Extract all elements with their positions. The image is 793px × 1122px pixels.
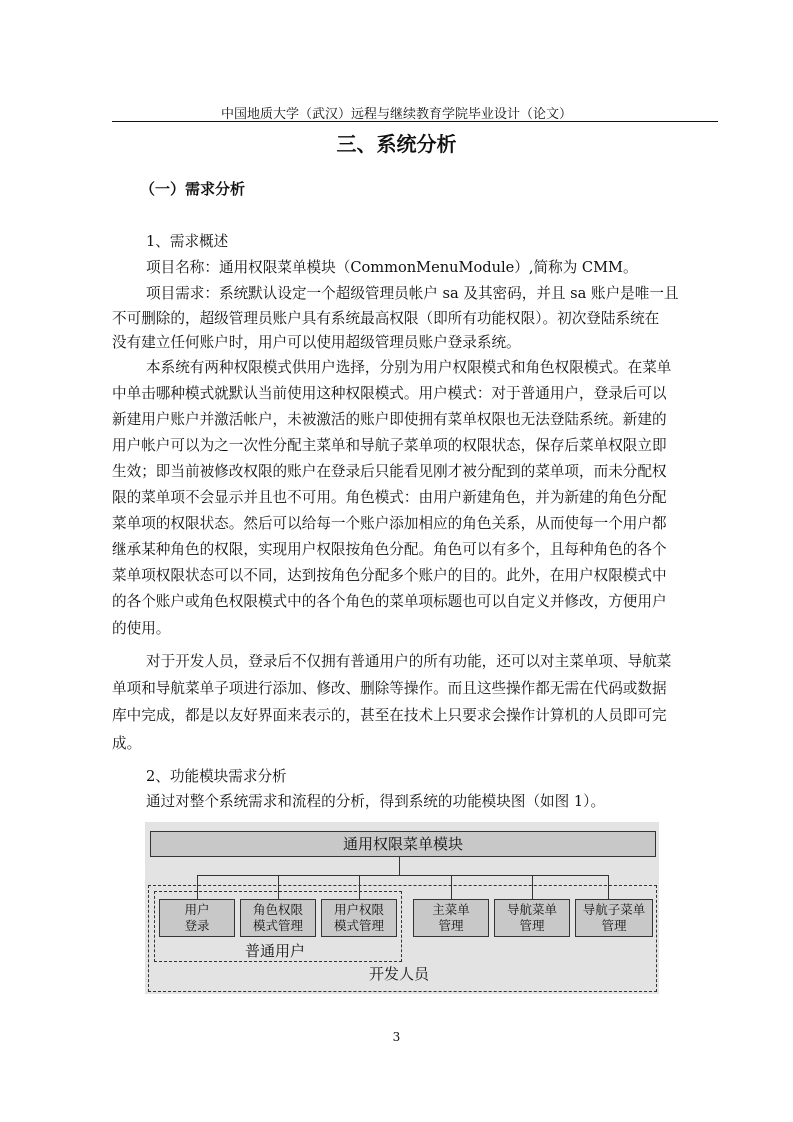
body-line: 的使用。 bbox=[112, 620, 171, 637]
normal-user-group-label: 普通用户 bbox=[245, 942, 306, 960]
body-line: 的各个账户或角色权限模式中的各个角色的菜单项标题也可以自定义并修改，方便用户 bbox=[112, 593, 667, 610]
body-line: 菜单项的权限状态。然后可以给每一个账户添加相应的角色关系，从而使每一个用户都 bbox=[112, 515, 667, 532]
body-line: 生效；即当前被修改权限的账户在登录后只能看见刚才被分配到的菜单项，而未分配权 bbox=[112, 463, 667, 480]
module-label: 用户权限 bbox=[333, 902, 384, 917]
diagram-root-box: 通用权限菜单模块 bbox=[150, 831, 656, 857]
body-line: 限的菜单项不会显示并且也不可用。角色模式：由用户新建角色，并为新建的角色分配 bbox=[112, 489, 667, 506]
diagram-connector bbox=[197, 875, 608, 876]
module-box-nav-menu bbox=[494, 899, 570, 937]
module-label: 模式管理 bbox=[333, 918, 384, 933]
body-line: 项目需求：系统默认设定一个超级管理员帐户 sa 及其密码，并且 sa 账户是唯一且 bbox=[146, 285, 679, 302]
module-box-role-permission bbox=[240, 899, 316, 937]
module-box-user-login bbox=[159, 899, 235, 937]
diagram-connector bbox=[532, 875, 533, 899]
body-line: 继承某种角色的权限，实现用户权限按角色分配。角色可以有多个，且每种角色的各个 bbox=[112, 541, 667, 558]
module-box-nav-submenu bbox=[575, 899, 653, 937]
body-line: 成。 bbox=[112, 735, 142, 752]
chapter-title: 三、系统分析 bbox=[336, 132, 457, 156]
diagram-connector bbox=[451, 875, 452, 899]
module-label: 管理 bbox=[601, 918, 627, 933]
module-label: 登录 bbox=[184, 918, 210, 933]
body-line: 项目名称：通用权限菜单模块（CommonMenuModule）,简称为 CMM。 bbox=[146, 259, 638, 276]
section-heading: （一）需求分析 bbox=[140, 180, 246, 198]
body-line: 对于开发人员，登录后不仅拥有普通用户的所有功能，还可以对主菜单项、导航菜 bbox=[146, 653, 672, 670]
module-label: 导航菜单 bbox=[506, 902, 557, 917]
page-number: 3 bbox=[392, 1030, 401, 1044]
module-label: 导航子菜单 bbox=[582, 902, 646, 917]
diagram-connector bbox=[399, 857, 400, 875]
diagram-connector bbox=[359, 875, 360, 899]
body-line: 库中完成，都是以友好界面来表示的，甚至在技术上只要求会操作计算机的人员即可完 bbox=[112, 707, 667, 724]
developer-group-label: 开发人员 bbox=[369, 965, 430, 983]
body-line: 中单击哪种模式就默认当前使用这种权限模式。用户模式：对于普通用户，登录后可以 bbox=[112, 385, 667, 402]
module-box-user-permission bbox=[321, 899, 397, 937]
body-line: 不可删除的，超级管理员账户具有系统最高权限（即所有功能权限）。初次登陆系统在 bbox=[112, 310, 660, 327]
module-box-main-menu bbox=[413, 899, 489, 937]
module-label: 管理 bbox=[438, 918, 464, 933]
diagram-connector bbox=[608, 875, 609, 899]
module-label: 模式管理 bbox=[252, 918, 303, 933]
running-header: 中国地质大学（武汉）远程与继续教育学院毕业设计（论文） bbox=[220, 107, 572, 122]
body-line: 没有建立任何账户时，用户可以使用超级管理员账户登录系统。 bbox=[112, 334, 521, 351]
header-rule bbox=[112, 121, 718, 122]
body-line: 2、功能模块需求分析 bbox=[146, 768, 287, 785]
body-line: 用户帐户可以为之一次性分配主菜单和导航子菜单项的权限状态，保存后菜单权限立即 bbox=[112, 437, 667, 454]
module-label: 用户 bbox=[184, 902, 210, 917]
module-label: 管理 bbox=[519, 918, 545, 933]
body-line: 本系统有两种权限模式供用户选择，分别为用户权限模式和角色权限模式。在菜单 bbox=[146, 359, 672, 376]
module-label: 主菜单 bbox=[432, 902, 470, 917]
body-line: 通过对整个系统需求和流程的分析，得到系统的功能模块图（如图 1）。 bbox=[146, 793, 606, 810]
function-module-diagram bbox=[145, 822, 659, 994]
body-line: 单项和导航菜单子项进行添加、修改、删除等操作。而且这些操作都无需在代码或数据 bbox=[112, 680, 667, 697]
body-line: 1、需求概述 bbox=[146, 233, 229, 250]
diagram-connector bbox=[197, 875, 198, 899]
body-line: 新建用户账户并激活帐户，未被激活的账户即使拥有菜单权限也无法登陆系统。新建的 bbox=[112, 411, 667, 428]
module-label: 角色权限 bbox=[252, 902, 303, 917]
body-line: 菜单项权限状态可以不同，达到按角色分配多个账户的目的。此外，在用户权限模式中 bbox=[112, 567, 667, 584]
diagram-connector bbox=[278, 875, 279, 899]
